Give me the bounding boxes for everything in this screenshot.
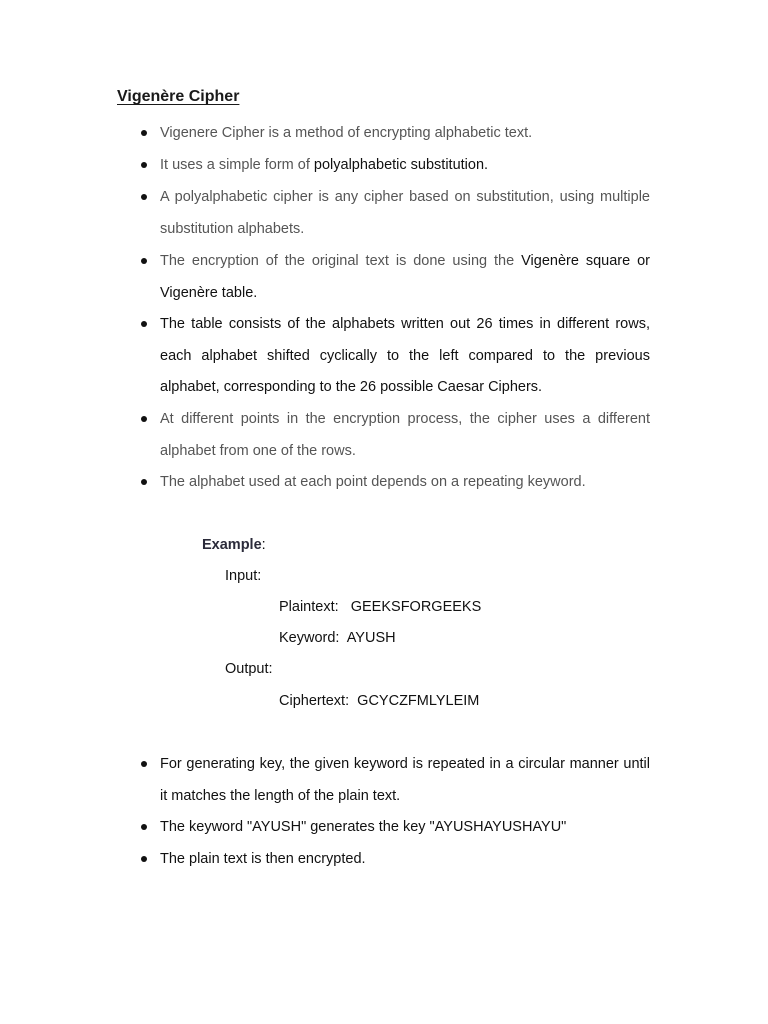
list-item-text: A polyalphabetic cipher is any cipher based on substitution, using multiple substitution alphabets. [160, 189, 650, 237]
bullet-icon [141, 258, 147, 264]
bullet-icon [141, 761, 147, 767]
list-item [160, 182, 650, 245]
list-item-text: The encryption of the original text is done using the [160, 253, 522, 269]
list-item [160, 749, 650, 812]
bullet-icon [141, 856, 147, 862]
list-item-text: The plain text is then encrypted. [160, 851, 366, 867]
list-item [160, 844, 650, 876]
list-item-text: Vigenere Cipher is a method of encrypting alphabetic text. [160, 125, 533, 141]
bullet-icon [141, 162, 147, 168]
bullet-icon [141, 824, 147, 830]
list-item-emphasis: polyalphabetic substitution. [313, 157, 489, 173]
list-item [160, 246, 650, 309]
page-title: Vigenère Cipher [117, 88, 240, 105]
bullet-icon [141, 194, 147, 200]
example-heading [202, 537, 266, 553]
list-item-emphasis: Vigenère square or Vigenère table. [160, 253, 650, 301]
list-item-text: The table consists of the alphabets written out 26 times in different rows, each alphabet shifted cyclically to the left compared to the previous alphabet, corresponding to the 26 possible Caesar Ciphers. [160, 316, 650, 395]
bullet-icon [141, 479, 147, 485]
list-item-text: For generating key, the given keyword is repeated in a circular manner until it matches the length of the plain text. [160, 756, 650, 804]
ciphertext-line: Ciphertext: GCYCZFMLYLEIM [279, 693, 480, 709]
list-item [160, 812, 650, 844]
output-label: Output: [225, 661, 273, 677]
bullet-icon [141, 321, 147, 327]
bullet-icon [141, 416, 147, 422]
list-item [160, 467, 650, 499]
list-item [160, 404, 650, 467]
list-item [160, 309, 650, 404]
example-label: Example [202, 537, 262, 553]
list-item [160, 150, 650, 182]
plaintext-line: Plaintext: GEEKSFORGEEKS [279, 599, 482, 615]
input-label: Input: [225, 568, 262, 584]
list-item-text: The keyword "AYUSH" generates the key "AYUSHAYUSHAYU" [160, 819, 567, 835]
example-colon: : [261, 537, 266, 553]
list-item-text: At different points in the encryption process, the cipher uses a different alphabet from one of the rows. [160, 411, 650, 459]
keyword-line: Keyword: AYUSH [279, 630, 396, 646]
list-item [160, 118, 650, 150]
bullet-icon [141, 130, 147, 136]
list-item-text: It uses a simple form of [160, 157, 314, 173]
list-item-text: The alphabet used at each point depends on a repeating keyword. [160, 474, 586, 490]
